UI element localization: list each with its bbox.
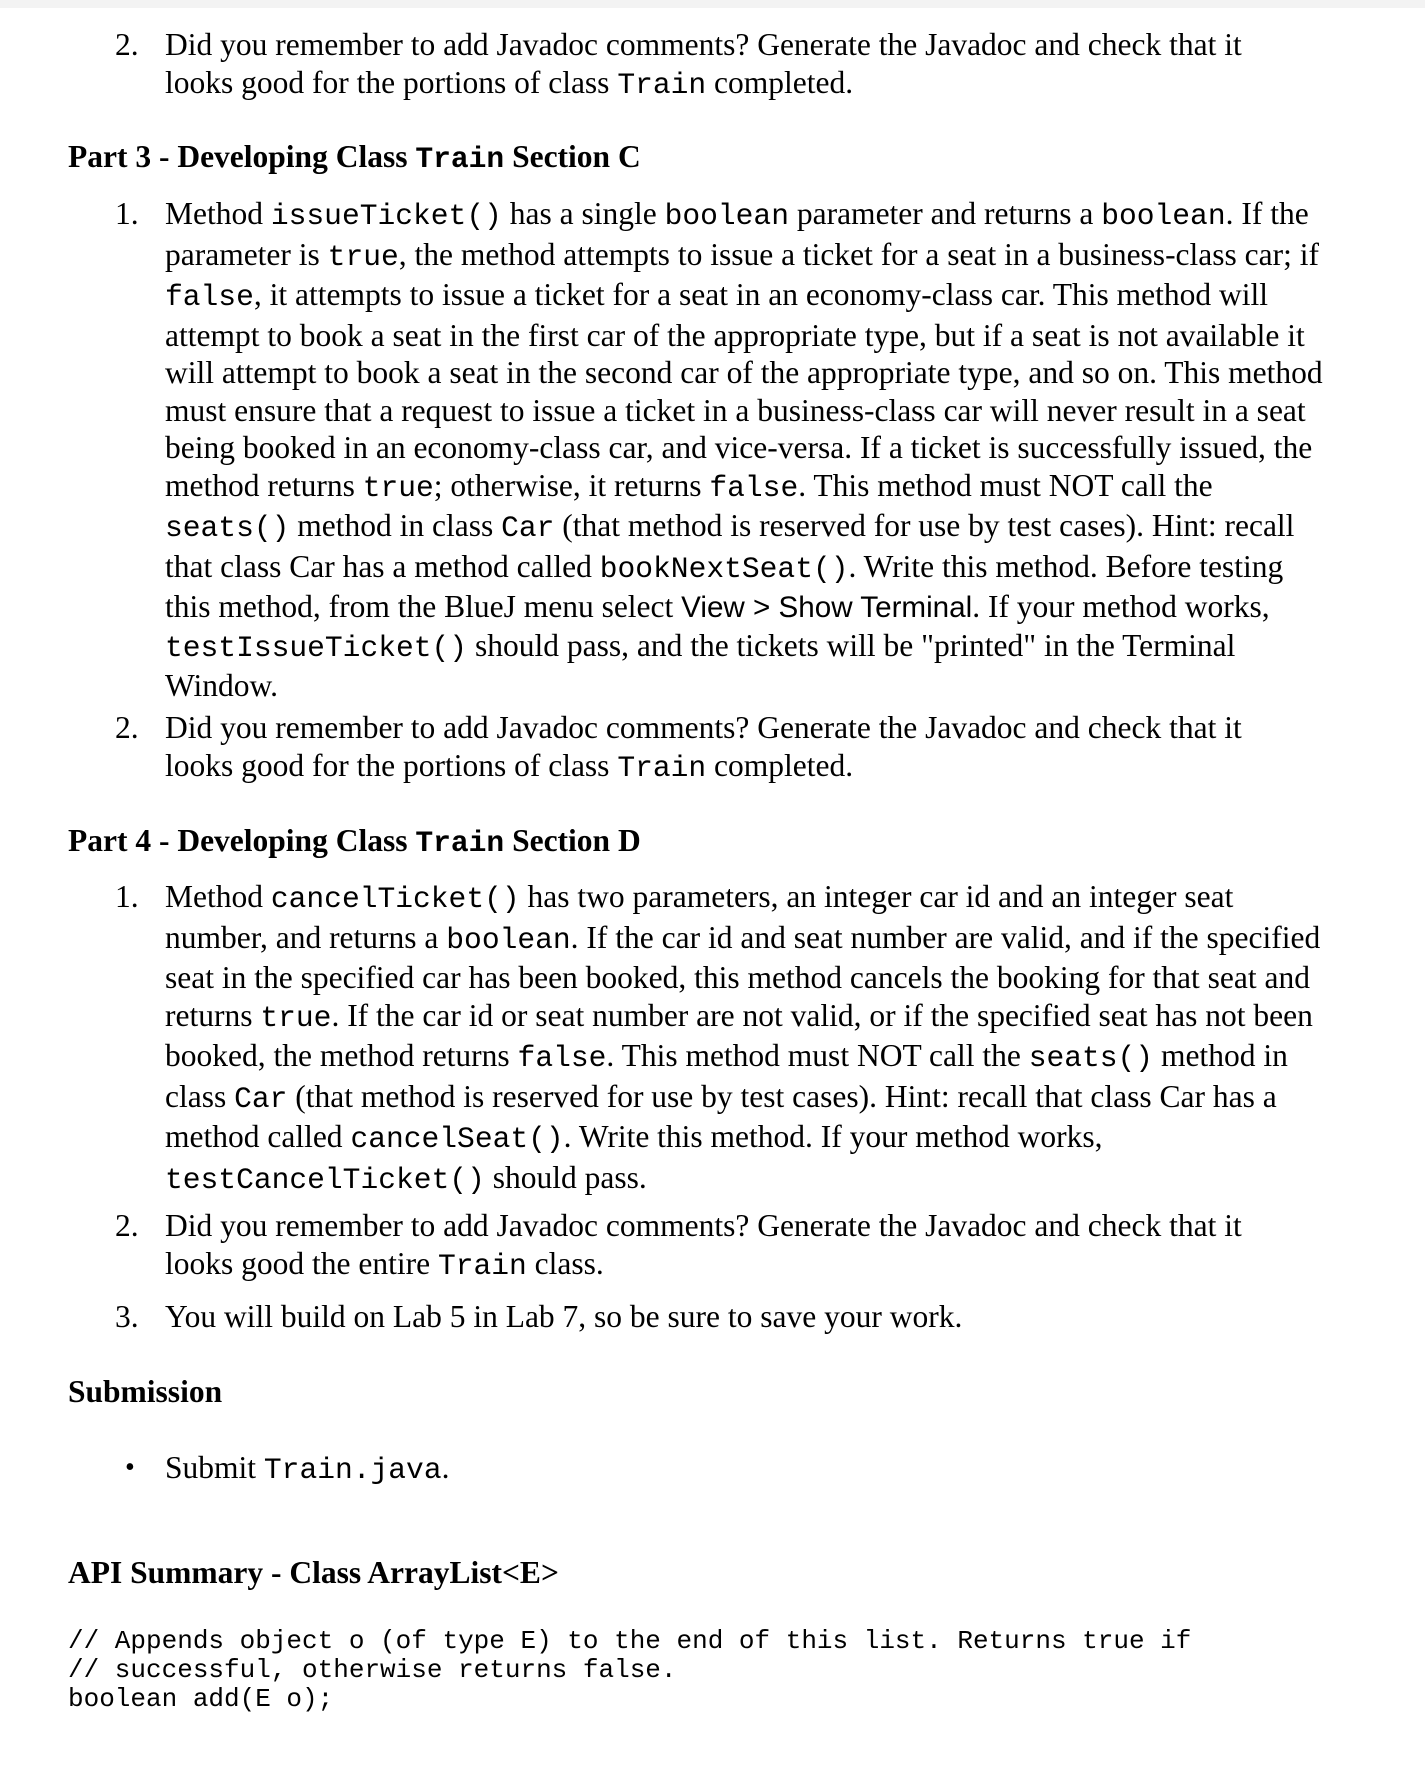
part3-item-2	[115, 709, 1330, 785]
code-span: Train	[617, 750, 707, 785]
code-span: seats()	[165, 511, 290, 545]
text-run: . Write this method. Before testing this method, from the BlueJ menu select	[165, 548, 1284, 624]
list-number: 2.	[115, 710, 139, 745]
text-run: parameter and returns a	[788, 196, 1102, 231]
code-span: cancelSeat()	[350, 1122, 564, 1156]
list-item-text	[165, 1449, 1330, 1490]
heading-text: Section C	[504, 139, 641, 174]
text-run: completed.	[706, 64, 854, 100]
text-run: method in class	[289, 508, 502, 543]
text-run: completed.	[706, 747, 854, 783]
text-run: . This method must NOT call the	[798, 467, 1213, 503]
list-item-text	[165, 1207, 1330, 1285]
text-run: has a single	[501, 196, 665, 231]
text-run: looks good for the portions of class	[165, 64, 618, 100]
section-heading-part-4	[68, 822, 641, 862]
code-span: testCancelTicket()	[165, 1162, 485, 1197]
heading-text: Section D	[504, 823, 641, 858]
text-run: (that method is reserved for use by test cases). Hint: recall that class Car has a method called	[165, 508, 1295, 584]
list-item-text	[165, 878, 1330, 1199]
code-span: boolean	[664, 199, 789, 233]
heading-text: Part 3 - Developing Class	[68, 139, 416, 174]
list-number: 2.	[115, 27, 139, 62]
code-span: cancelTicket()	[270, 882, 520, 916]
text-run: method in class	[165, 1038, 1288, 1114]
code-span: Car	[501, 511, 555, 545]
text-line: Did you remember to add Javadoc comments? Generate the Javadoc and check that it	[165, 710, 1242, 745]
text-run: Method	[165, 879, 271, 914]
code-span: Train	[617, 67, 707, 102]
list-number: 2.	[115, 1208, 139, 1243]
text-run: Method	[165, 196, 271, 231]
part4-item-1	[115, 878, 1330, 1197]
text-run: ; otherwise, it returns	[433, 467, 710, 503]
code-span: bookNextSeat()	[599, 551, 849, 586]
part4-item-2	[115, 1207, 1330, 1283]
text-run: has two parameters, an integer car id and an integer seat number, and returns a	[165, 879, 1234, 955]
list-item-text	[165, 195, 1330, 705]
page-top-edge	[0, 0, 1425, 8]
menu-path-text: View > Show Terminal	[681, 591, 973, 624]
text-run: looks good the entire	[165, 1245, 438, 1281]
heading-text: Part 4 - Developing Class	[68, 823, 416, 858]
text-run: looks good for the portions of class	[165, 747, 618, 783]
code-span: false	[709, 470, 799, 505]
code-span: false	[517, 1041, 607, 1075]
code-line: // Appends object o (of type E) to the end of this list. Returns true if	[68, 1626, 1192, 1656]
code-span: testIssueTicket()	[165, 630, 468, 665]
text-run: . If the parameter is	[165, 196, 1309, 272]
code-block	[68, 1627, 1191, 1714]
section-heading-part-3	[68, 138, 641, 178]
text-run: , it attempts to issue a ticket for a seat in an economy-class car. This method will attempt to book a seat in the first car of the appropriate type, but if a seat is not available it will attempt to book a seat in the second car of the appropriate type, and so on. This method must ensure that a request to issue a ticket in a business-class car will never result in a seat being booked in an economy-class car, and vice-versa. If a ticket is successfully issued, the method returns	[165, 277, 1323, 503]
text-line: Did you remember to add Javadoc comments? Generate the Javadoc and check that it	[165, 27, 1242, 62]
text-run: class.	[526, 1245, 604, 1281]
code-span: boolean	[446, 922, 571, 957]
section-heading-submission: Submission	[68, 1374, 223, 1409]
list-item-text	[165, 709, 1330, 787]
code-span: Car	[234, 1081, 288, 1116]
text-line: Did you remember to add Javadoc comments? Generate the Javadoc and check that it	[165, 1208, 1242, 1243]
text-run: . If the car id or seat number are not valid, or if the specified seat has not been booked, the method returns	[165, 997, 1313, 1073]
section-heading-api-summary: API Summary - Class ArrayList<E>	[68, 1555, 559, 1590]
text-run: . If your method works,	[972, 589, 1270, 624]
list-item-text: You will build on Lab 5 in Lab 7, so be sure to save your work.	[165, 1299, 963, 1334]
bullet-icon: •	[125, 1452, 135, 1483]
code-span: Train.java	[263, 1453, 442, 1487]
text-run: . If the car id and seat number are valid, and if the specified seat in the specified car has been booked, this method cancels the booking for that seat and returns	[165, 919, 1321, 1033]
list-number: 3.	[115, 1299, 139, 1334]
heading-code: Train	[415, 142, 505, 176]
code-span: issueTicket()	[270, 199, 502, 233]
list-number: 1.	[115, 196, 139, 231]
code-line: boolean add(E o);	[68, 1684, 334, 1714]
text-run: . Write this method. If your method works,	[563, 1119, 1103, 1154]
list-item-text	[165, 26, 1330, 104]
code-span: true	[327, 239, 399, 274]
heading-code: Train	[415, 826, 505, 860]
code-span: true	[260, 1000, 332, 1035]
text-run: .	[441, 1450, 450, 1485]
text-run: . This method must NOT call the	[606, 1038, 1029, 1073]
code-span: false	[165, 280, 254, 314]
code-span: seats()	[1028, 1041, 1154, 1075]
code-span: Train	[437, 1248, 527, 1283]
text-run: , the method attempts to issue a ticket for a seat in a business-class car; if	[398, 236, 1319, 272]
text-run: Submit	[165, 1450, 264, 1485]
code-line: // successful, otherwise returns false.	[68, 1655, 677, 1685]
text-run: should pass.	[484, 1159, 647, 1195]
part2-item-2	[115, 26, 1330, 102]
list-number: 1.	[115, 879, 139, 914]
part4-item-3	[115, 1298, 1330, 1336]
submission-item	[115, 1449, 1330, 1487]
code-span: true	[362, 470, 434, 505]
text-run: should pass, and the tickets will be "printed" in the Terminal Window.	[165, 627, 1236, 703]
text-run: (that method is reserved for use by test cases). Hint: recall that class Car has a method called	[165, 1078, 1277, 1154]
part3-item-1	[115, 195, 1330, 703]
code-span: boolean	[1101, 199, 1226, 233]
